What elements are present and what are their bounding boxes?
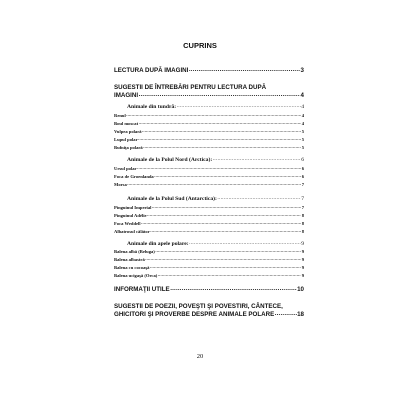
toc-entry-title: Balena albă (Beluga) xyxy=(114,249,155,254)
toc-dot-leader xyxy=(213,156,301,163)
toc-dot-leader xyxy=(189,240,301,247)
toc-dot-leader xyxy=(127,181,301,187)
toc-entry-title: Animale de la Polul Nord (Arctica): xyxy=(127,157,213,163)
toc-entry-title: Animale din tundră: xyxy=(127,104,177,110)
toc-entry-title: Albatrosul călător xyxy=(114,229,150,234)
toc-entry-sugestii-poezii[interactable] xyxy=(114,303,304,319)
table-of-contents xyxy=(114,0,304,400)
toc-entry-title: Renul xyxy=(114,113,126,118)
toc-page-number: 4 xyxy=(300,92,304,99)
toc-entry-title: Ursul polar xyxy=(114,166,137,171)
toc-entry-title: Balena albastră xyxy=(114,257,145,262)
toc-page-number: 4 xyxy=(301,121,304,126)
toc-dot-leader xyxy=(145,256,301,262)
toc-page-number: 7 xyxy=(301,205,304,210)
toc-entry-title: Vulpea polară xyxy=(114,129,142,134)
toc-entry-title: Bufniţa polară xyxy=(114,145,143,150)
toc-entry-title: Animale de la Polul Sud (Antarctica): xyxy=(127,196,217,202)
toc-page-number: 18 xyxy=(297,311,304,318)
toc-entry-title: Lupul polar xyxy=(114,137,138,142)
toc-entry-informatii[interactable] xyxy=(114,286,304,294)
toc-dot-leader xyxy=(138,136,301,142)
toc-page-number: 10 xyxy=(297,286,304,293)
toc-entry-animale-tundra[interactable] xyxy=(127,104,304,111)
toc-dot-leader xyxy=(126,112,301,118)
toc-entry-lupul-polar[interactable] xyxy=(114,137,304,143)
toc-dot-leader xyxy=(139,91,300,99)
toc-page-number: 4 xyxy=(301,104,304,110)
toc-entry-pinguinul-adelie[interactable] xyxy=(114,213,304,219)
toc-entry-balena-cocoasa[interactable] xyxy=(114,265,304,271)
toc-entry-title-line1: SUGESTII DE POEZII, POVEŞTI ŞI POVESTIRI, CÂNTECE, xyxy=(114,303,283,310)
toc-dot-leader xyxy=(139,120,302,126)
toc-page-number: 9 xyxy=(301,241,304,247)
toc-page-number: 7 xyxy=(301,196,304,202)
toc-page-number: 5 xyxy=(301,137,304,142)
toc-dot-leader xyxy=(217,195,300,202)
toc-entry-balena-ucigasa[interactable] xyxy=(114,273,304,279)
toc-entry-balena-albastra[interactable] xyxy=(114,257,304,263)
toc-entry-title-line2: GHICITORI ŞI PROVERBE DESPRE ANIMALE POLARE xyxy=(114,311,275,318)
toc-page-number: 5 xyxy=(301,145,304,150)
toc-dot-leader xyxy=(141,220,301,226)
toc-entry-albatrosul[interactable] xyxy=(114,229,304,235)
toc-entry-title: Pinguinul Adélie xyxy=(114,213,147,218)
toc-dot-leader xyxy=(147,212,301,218)
toc-page-number: 8 xyxy=(301,221,304,226)
toc-dot-leader xyxy=(137,165,301,171)
toc-dot-leader xyxy=(143,144,301,150)
toc-entry-title: Foca de Groenlanda xyxy=(114,174,154,179)
toc-page-number: 4 xyxy=(301,113,304,118)
toc-heading: CUPRINS xyxy=(183,41,217,50)
toc-entry-title: Balena cu cocoaşă xyxy=(114,265,150,270)
toc-page-number: 6 xyxy=(301,157,304,163)
toc-dot-leader xyxy=(152,204,301,210)
toc-entry-boul-moscat[interactable] xyxy=(114,121,304,127)
toc-entry-title-line1: SUGESTII DE ÎNTREBĂRI PENTRU LECTURA DUPĂ xyxy=(114,84,267,91)
toc-page-number: 9 xyxy=(301,265,304,270)
toc-entry-lectura[interactable] xyxy=(114,67,304,75)
toc-entry-title: INFORMAŢII UTILE xyxy=(114,286,170,293)
toc-dot-leader xyxy=(142,128,301,134)
toc-page-number: 8 xyxy=(301,229,304,234)
toc-page-number: 7 xyxy=(301,182,304,187)
toc-page-number: 8 xyxy=(301,213,304,218)
toc-dot-leader xyxy=(150,228,301,234)
toc-entry-title-line2: IMAGINI xyxy=(114,92,139,99)
toc-entry-foca-weddell[interactable] xyxy=(114,221,304,227)
toc-entry-balena-alba[interactable] xyxy=(114,249,304,255)
toc-entry-animale-sud[interactable] xyxy=(127,196,304,203)
toc-entry-title: Animale din apele polare: xyxy=(127,241,189,247)
toc-dot-leader xyxy=(154,173,301,179)
toc-page-number: 3 xyxy=(300,67,304,74)
toc-entry-ursul-polar[interactable] xyxy=(114,166,304,172)
page-number: 20 xyxy=(196,353,204,360)
toc-dot-leader xyxy=(155,248,301,254)
toc-entry-title: Balena ucigaşă (Orca) xyxy=(114,273,158,278)
toc-page-number: 5 xyxy=(301,129,304,134)
toc-entry-line2 xyxy=(114,92,304,100)
toc-entry-vulpea-polara[interactable] xyxy=(114,129,304,135)
toc-entry-title: Pinguinul Imperial xyxy=(114,205,152,210)
toc-dot-leader xyxy=(189,66,300,74)
toc-page-number: 6 xyxy=(301,166,304,171)
toc-entry-title: LECTURA DUPĂ IMAGINI xyxy=(114,67,189,74)
toc-dot-leader xyxy=(275,310,297,318)
toc-entry-sugestii-intrebari[interactable] xyxy=(114,84,304,100)
toc-dot-leader xyxy=(150,264,301,270)
toc-entry-renul[interactable] xyxy=(114,113,304,119)
toc-entry-pinguinul-imperial[interactable] xyxy=(114,205,304,211)
toc-entry-animale-ape[interactable] xyxy=(127,241,304,248)
toc-entry-morsa[interactable] xyxy=(114,182,304,188)
toc-dot-leader xyxy=(158,272,301,278)
toc-entry-line2 xyxy=(114,311,304,319)
toc-page-number: 9 xyxy=(301,249,304,254)
toc-page-number: 9 xyxy=(301,257,304,262)
toc-entry-title: Foca Weddell xyxy=(114,221,141,226)
toc-entry-foca-groenlanda[interactable] xyxy=(114,174,304,180)
toc-entry-title: Boul moscat xyxy=(114,121,139,126)
toc-page-number: 6 xyxy=(301,174,304,179)
toc-dot-leader xyxy=(177,103,301,110)
toc-entry-bufnita-polara[interactable] xyxy=(114,145,304,151)
toc-dot-leader xyxy=(170,285,296,293)
toc-entry-animale-nord[interactable] xyxy=(127,157,304,164)
toc-entry-title: Morsa xyxy=(114,182,127,187)
toc-page-number: 9 xyxy=(301,273,304,278)
